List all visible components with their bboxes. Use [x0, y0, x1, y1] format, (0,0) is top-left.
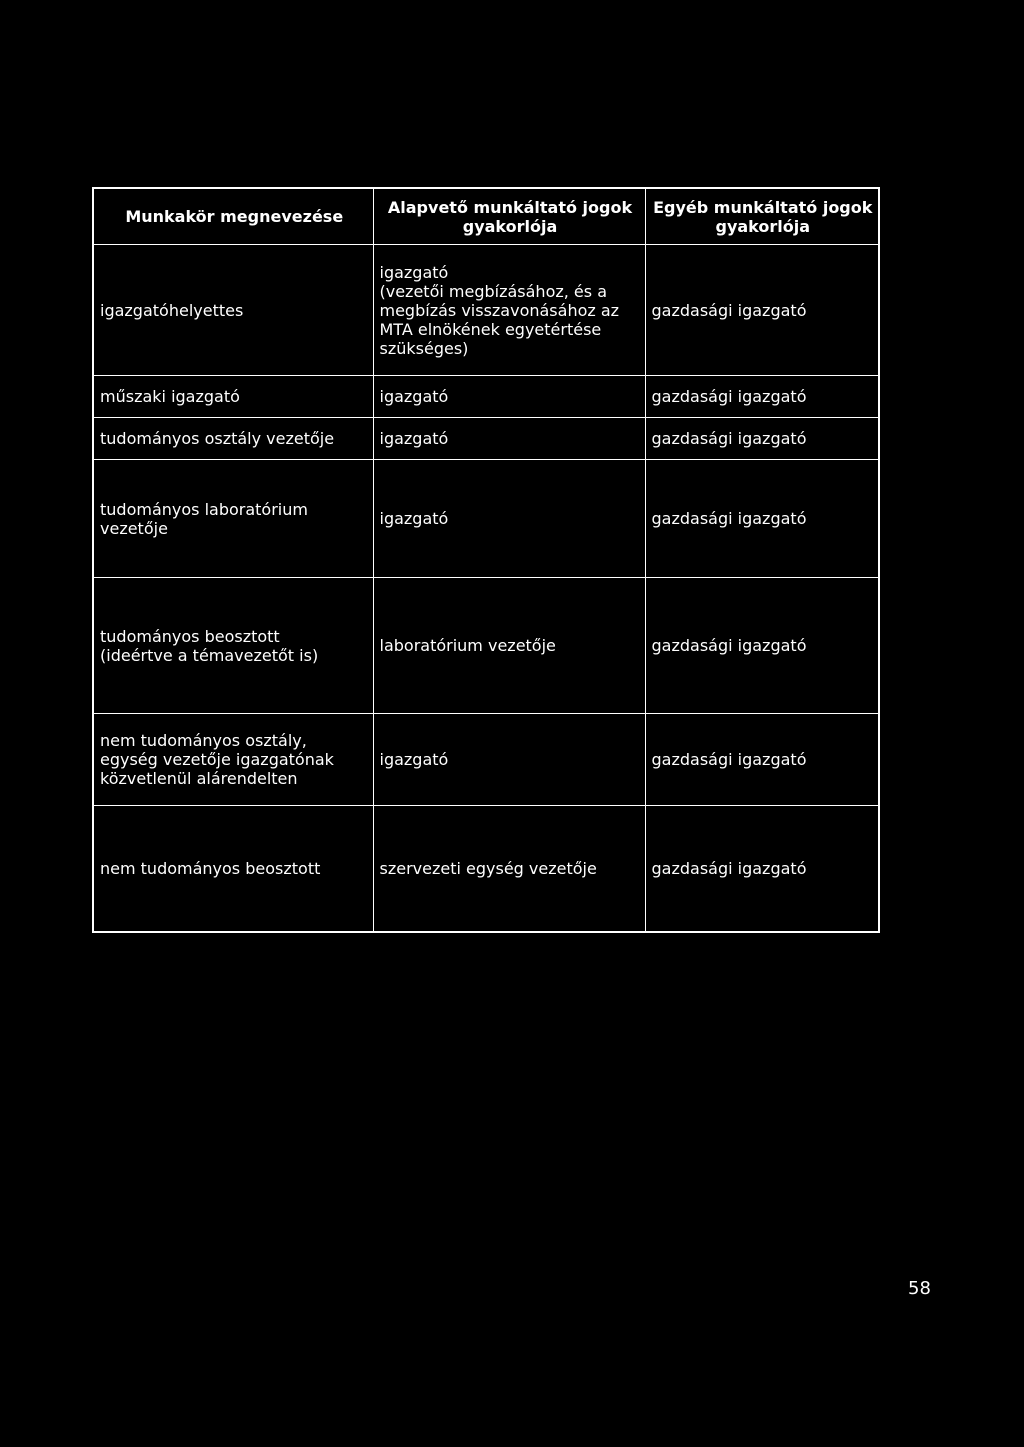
table-header-row — [93, 188, 879, 245]
cell-basic-rights: igazgató — [373, 714, 645, 806]
cell-other-rights: gazdasági igazgató — [645, 806, 879, 932]
cell-other-rights: gazdasági igazgató — [645, 578, 879, 714]
cell-position: nem tudományos beosztott — [93, 806, 373, 932]
cell-position: tudományos beosztott (ideértve a témavezetőt is) — [93, 578, 373, 714]
cell-basic-rights: szervezeti egység vezetője — [373, 806, 645, 932]
header-basic-rights: Alapvető munkáltató jogok gyakorlója — [373, 188, 645, 245]
cell-basic-rights: igazgató — [373, 460, 645, 578]
cell-other-rights: gazdasági igazgató — [645, 245, 879, 376]
cell-other-rights: gazdasági igazgató — [645, 714, 879, 806]
page-number: 58 — [908, 1278, 931, 1299]
table-row — [93, 460, 879, 578]
table-row — [93, 578, 879, 714]
table-row — [93, 714, 879, 806]
cell-other-rights: gazdasági igazgató — [645, 376, 879, 418]
cell-position: tudományos laboratórium vezetője — [93, 460, 373, 578]
cell-basic-rights: igazgató — [373, 418, 645, 460]
table-row — [93, 806, 879, 932]
employer-rights-table — [92, 187, 880, 933]
table-row — [93, 245, 879, 376]
header-position: Munkakör megnevezése — [93, 188, 373, 245]
header-other-rights: Egyéb munkáltató jogok gyakorlója — [645, 188, 879, 245]
cell-position: műszaki igazgató — [93, 376, 373, 418]
cell-basic-rights: igazgató — [373, 376, 645, 418]
cell-position: tudományos osztály vezetője — [93, 418, 373, 460]
cell-other-rights: gazdasági igazgató — [645, 418, 879, 460]
cell-other-rights: gazdasági igazgató — [645, 460, 879, 578]
cell-basic-rights: igazgató (vezetői megbízásához, és a megbízás visszavonásához az MTA elnökének egyetértése szükséges) — [373, 245, 645, 376]
cell-basic-rights: laboratórium vezetője — [373, 578, 645, 714]
cell-position: igazgatóhelyettes — [93, 245, 373, 376]
table-row — [93, 418, 879, 460]
table-row — [93, 376, 879, 418]
cell-position: nem tudományos osztály, egység vezetője igazgatónak közvetlenül alárendelten — [93, 714, 373, 806]
